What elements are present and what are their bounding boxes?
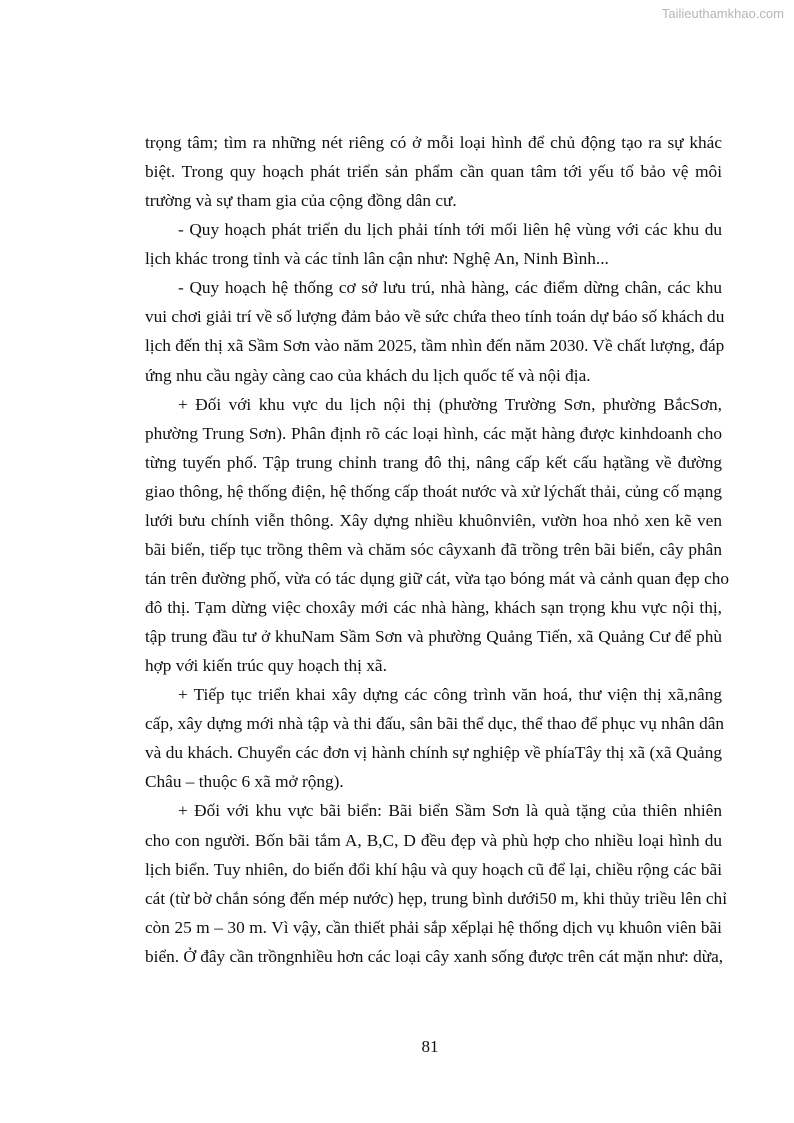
text-line: biển. Ở đây cần trồngnhiều hơn các loại cây xanh sống được trên cát mặn như: dừa, <box>145 946 724 966</box>
text-line: còn 25 m – 30 m. Vì vậy, cần thiết phải sắp xếplại hệ thống dịch vụ khuôn viên bãi <box>145 917 722 937</box>
paragraph <box>145 390 730 681</box>
text-line: trọng tâm; tìm ra những nét riêng có ở mỗi loại hình để chủ động tạo ra sự khác <box>145 133 722 152</box>
text-line: vui chơi giải trí về số lượng đảm bảo về sức chứa theo tính toán dự báo số khách du <box>145 307 725 327</box>
text-line: ứng nhu cầu ngày càng cao của khách du lịch quốc tế và nội địa. <box>145 365 591 385</box>
text-line: Châu – thuộc 6 xã mở rộng). <box>145 772 344 792</box>
text-line: cho con người. Bốn bãi tắm A, B,C, D đều đẹp và phù hợp cho nhiều loại hình du <box>145 830 722 850</box>
paragraph <box>145 796 727 970</box>
text-line: + Đối với khu vực du lịch nội thị (phường Trường Sơn, phường BắcSơn, <box>178 394 722 414</box>
text-line: từng tuyến phố. Tập trung chỉnh trang đô thị, nâng cấp kết cấu hạtầng về đường <box>145 452 722 472</box>
text-line: + Tiếp tục triển khai xây dựng các công trình văn hoá, thư viện thị xã,nâng <box>178 685 722 705</box>
text-line: - Quy hoạch hệ thống cơ sở lưu trú, nhà hàng, các điểm dừng chân, các khu <box>178 278 722 298</box>
page-number: 81 <box>421 1037 439 1056</box>
text-line: phường Trung Sơn). Phân định rõ các loại hình, các mặt hàng được kinhdoanh cho <box>145 423 722 443</box>
paragraph <box>145 680 725 796</box>
text-line: + Đối với khu vực bãi biển: Bãi biển Sầm Sơn là quà tặng của thiên nhiên <box>178 801 722 821</box>
text-line: và du khách. Chuyển các đơn vị hành chính sự nghiệp về phíaTây thị xã (xã Quảng <box>145 743 722 763</box>
paragraph <box>145 128 722 215</box>
text-line: trường và sự tham gia của cộng đồng dân cư. <box>145 191 457 211</box>
text-line: lịch khác trong tỉnh và các tỉnh lân cận như: Nghệ An, Ninh Bình... <box>145 249 609 269</box>
text-line: tập trung đầu tư ở khuNam Sầm Sơn và phường Quảng Tiến, xã Quảng Cư để phù <box>145 627 722 647</box>
text-line: hợp với kiến trúc quy hoạch thị xã. <box>145 656 387 676</box>
paragraph <box>145 273 725 389</box>
text-line: tán trên đường phố, vừa có tác dụng giữ cát, vừa tạo bóng mát và cảnh quan đẹp cho <box>145 568 730 588</box>
text-line: cấp, xây dựng mới nhà tập và thi đấu, sân bãi thể dục, thể thao để phục vụ nhân dân <box>145 714 725 734</box>
text-line: bãi biển, tiếp tục trồng thêm và chăm sóc câyxanh đã trồng trên bãi biển, cây phân <box>145 539 722 559</box>
watermark: Tailieuthamkhao.com <box>661 6 784 21</box>
text-line: - Quy hoạch phát triển du lịch phải tính tới mối liên hệ vùng với các khu du <box>178 220 722 240</box>
paragraph <box>145 215 722 273</box>
text-line: lịch biển. Tuy nhiên, do biến đổi khí hậu và quy hoạch cũ để lại, chiều rộng các bãi <box>145 859 722 879</box>
text-line: cát (từ bờ chắn sóng đến mép nước) hẹp, trung bình dưới50 m, khi thủy triều lên chỉ <box>145 888 727 908</box>
text-line: giao thông, hệ thống điện, hệ thống cấp thoát nước và xử lýchất thải, củng cố mạng <box>145 481 722 501</box>
text-line: lưới bưu chính viễn thông. Xây dựng nhiều khuônviên, vườn hoa nhỏ xen kẽ ven <box>145 510 722 530</box>
text-line: đô thị. Tạm dừng việc choxây mới các nhà hàng, khách sạn trọng khu vực nội thị, <box>145 598 722 617</box>
document-body <box>145 128 730 971</box>
text-line: lịch đến thị xã Sầm Sơn vào năm 2025, tầm nhìn đến năm 2030. Về chất lượng, đáp <box>145 336 725 356</box>
text-line: biệt. Trong quy hoạch phát triển sản phẩm cần quan tâm tới yếu tố bảo vệ môi <box>145 162 722 182</box>
